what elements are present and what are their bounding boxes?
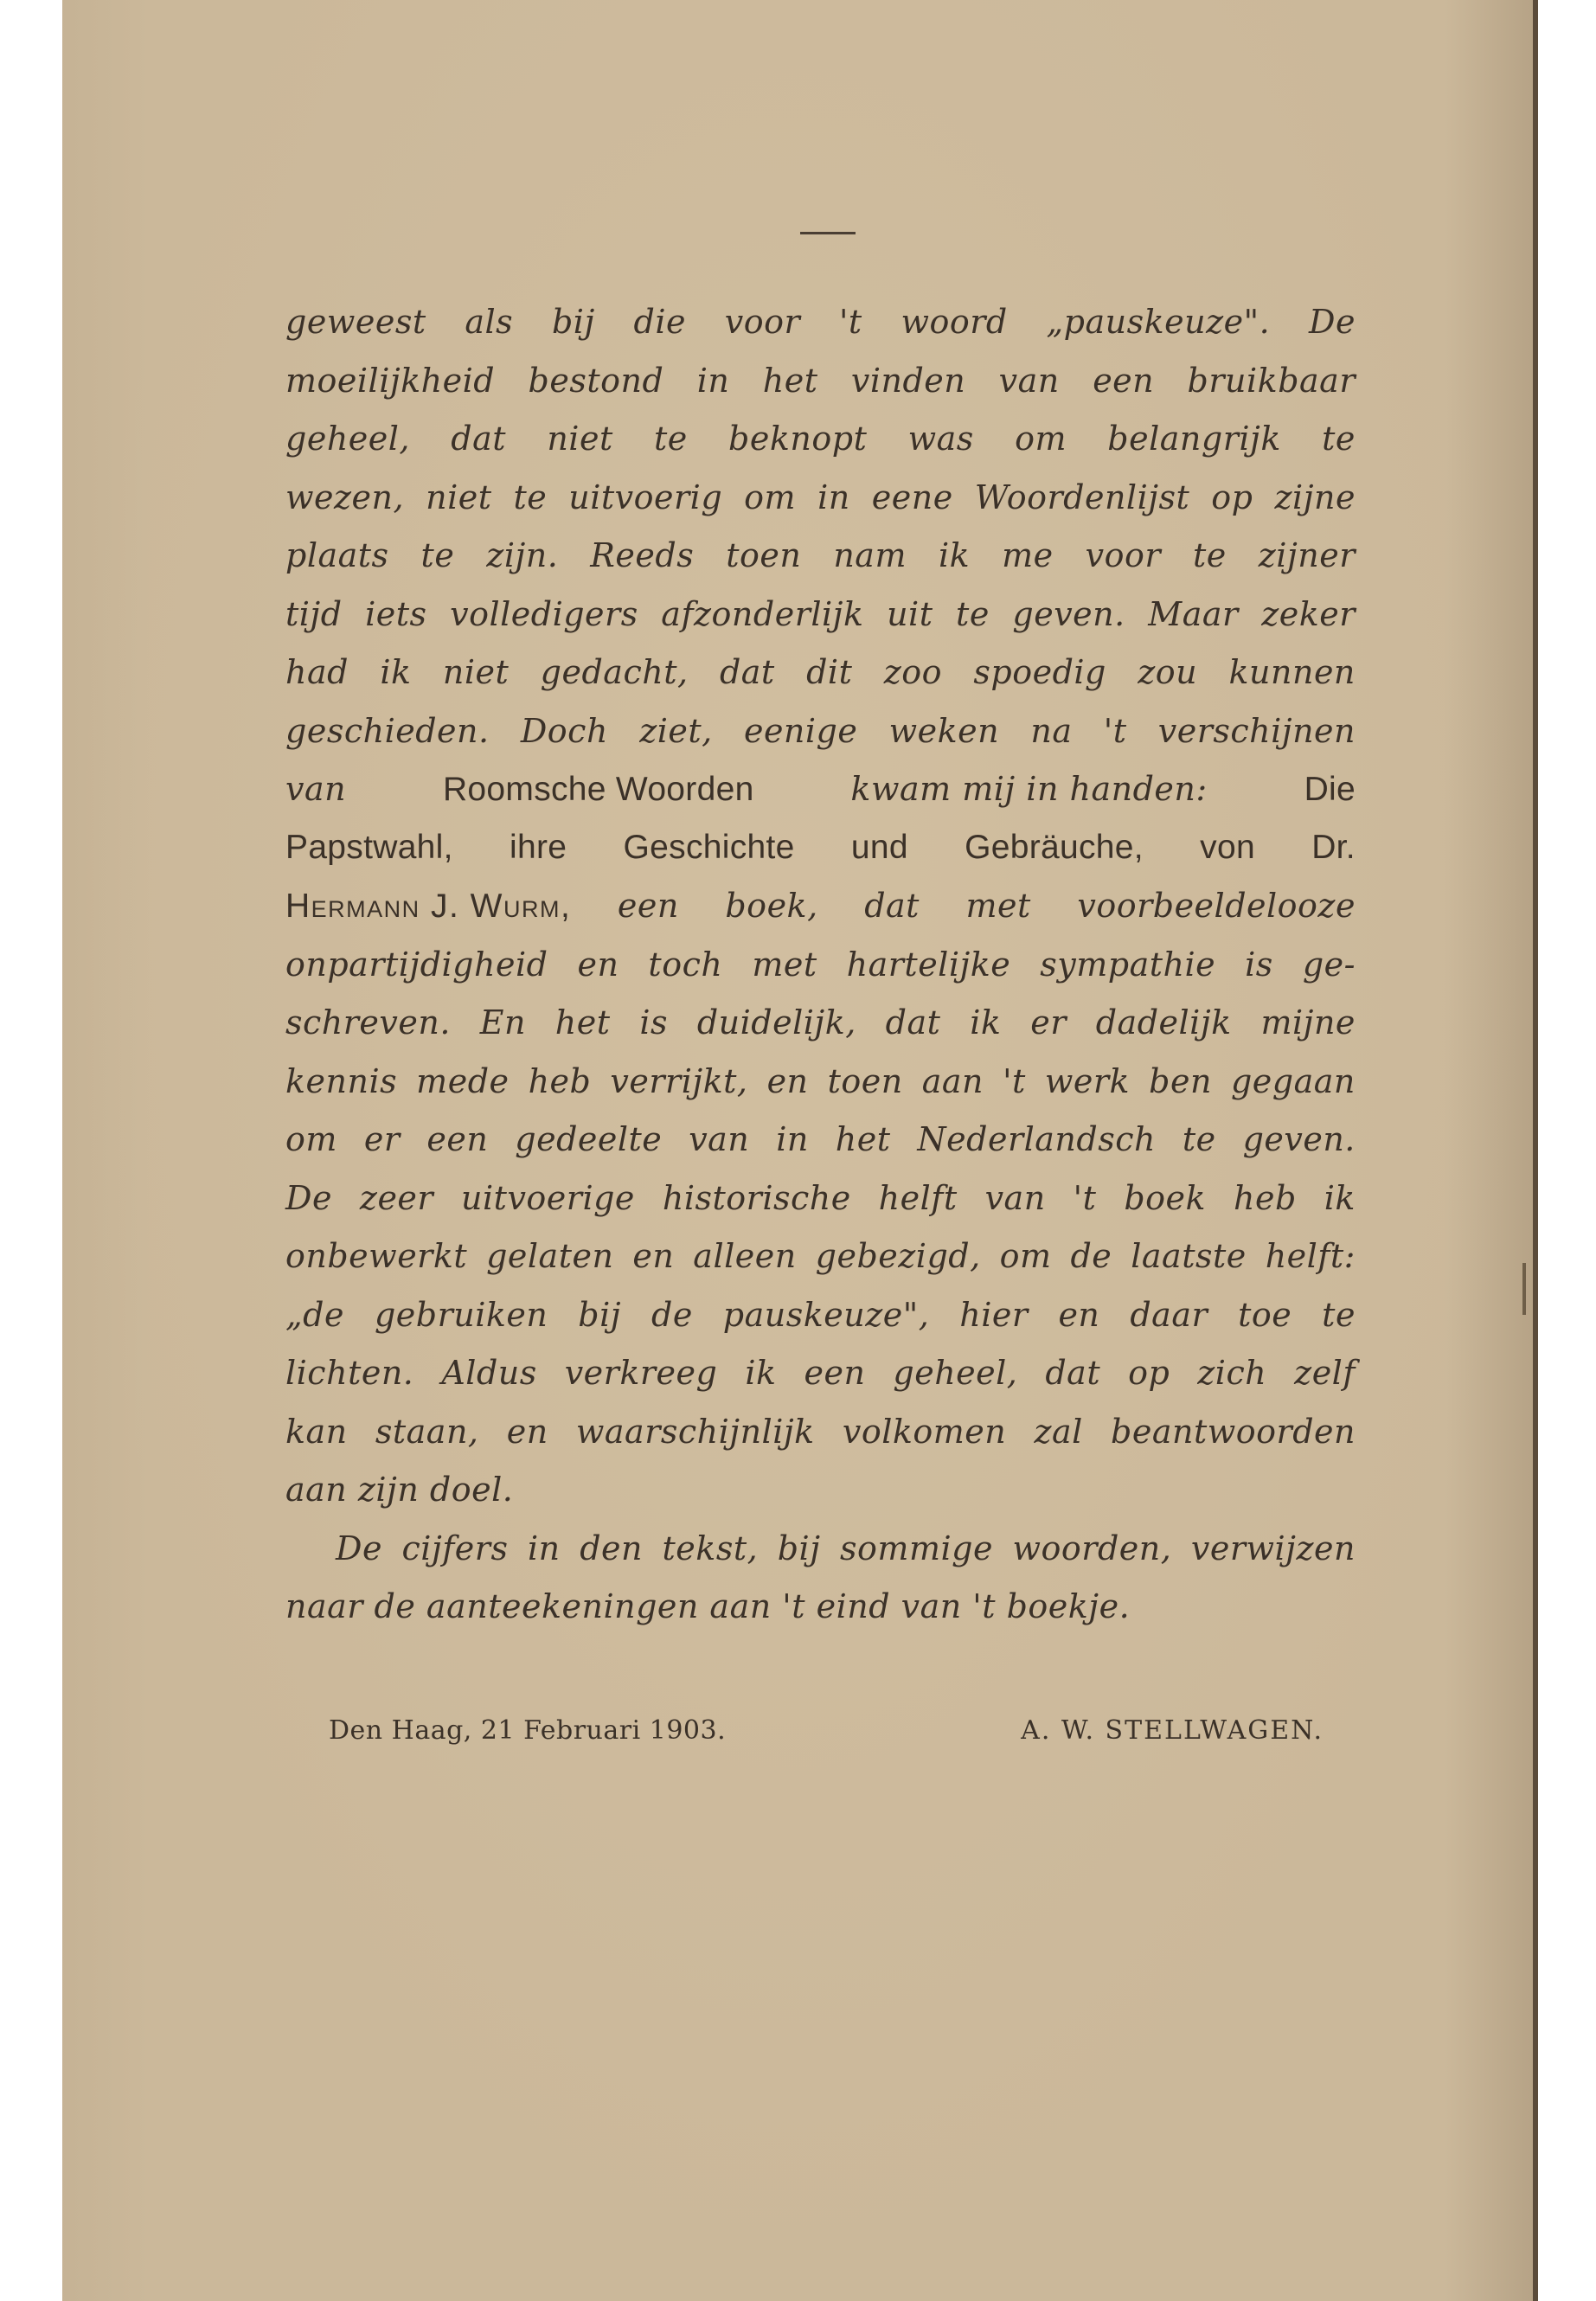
- text-word: eenige: [743, 711, 858, 750]
- text-line: [285, 1529, 1356, 1588]
- text-word: zal: [1034, 1412, 1083, 1451]
- text-word: duidelijk,: [696, 1003, 856, 1042]
- text-word: me: [1002, 536, 1054, 574]
- text-word: was: [907, 420, 974, 458]
- signature-date: Den Haag, 21 Februari 1903.: [329, 1715, 727, 1746]
- text-word: geheel,: [285, 420, 410, 458]
- text-word: afzonderlijk: [661, 594, 864, 633]
- text-word: Aldus: [441, 1354, 537, 1392]
- text-word: het: [554, 1003, 611, 1042]
- text-line: [285, 362, 1356, 420]
- text-word: met: [965, 887, 1031, 925]
- text-word: sommige: [840, 1529, 993, 1567]
- text-word: er: [1030, 1003, 1067, 1042]
- text-word: ziet,: [639, 711, 713, 750]
- text-word: om: [999, 1237, 1052, 1275]
- text-word: cijfers: [401, 1529, 509, 1567]
- text-word: geweest: [285, 303, 426, 341]
- text-word: De: [336, 1529, 382, 1567]
- text-word: toe: [1238, 1295, 1292, 1334]
- book-title-start: Die: [1304, 771, 1356, 808]
- text-word: van: [285, 770, 347, 808]
- text-word: schreven.: [285, 1003, 451, 1042]
- book-title: Roomsche Woorden: [442, 771, 754, 808]
- text-word: om: [744, 478, 797, 516]
- text-word: Nederlandsch: [917, 1120, 1156, 1158]
- text-word: een: [426, 1120, 489, 1158]
- text-word: und: [850, 828, 908, 866]
- text-line: [285, 536, 1356, 595]
- text-line: [285, 1179, 1356, 1238]
- text-word: bruikbaar: [1187, 361, 1356, 400]
- text-word: De: [285, 1178, 332, 1217]
- text-word: gelaten: [486, 1237, 614, 1275]
- text-word: weken: [888, 711, 1000, 750]
- text-word: ge-: [1302, 945, 1356, 984]
- text-word: zijne: [1274, 478, 1356, 516]
- text-word: onpartijdigheid: [285, 945, 548, 984]
- text-word: ik: [970, 1003, 1002, 1042]
- text-word: op: [1128, 1354, 1170, 1392]
- text-word: een: [804, 1354, 866, 1392]
- text-word: en: [1058, 1295, 1100, 1334]
- text-word: zelf: [1294, 1354, 1356, 1392]
- text-word: den: [580, 1529, 643, 1567]
- text-word: kan: [285, 1412, 348, 1451]
- text-line: [285, 478, 1356, 537]
- text-word: bij: [578, 1295, 622, 1334]
- text-word: bij: [777, 1529, 821, 1567]
- text-word: plaats: [285, 536, 389, 574]
- text-word: hier: [959, 1295, 1029, 1334]
- text-word: dat: [451, 420, 507, 458]
- text-line: [285, 420, 1356, 478]
- text-phrase: kwam mij in handen:: [850, 770, 1208, 808]
- text-word: De: [1308, 303, 1356, 341]
- text-word: spoedig: [973, 653, 1106, 691]
- text-word: alleen: [693, 1237, 797, 1275]
- text-phrase: naar de aanteekeningen aan 't eind van 't boekje.: [285, 1587, 1131, 1625]
- text-word: van: [984, 1178, 1046, 1217]
- text-word: tekst,: [662, 1529, 759, 1567]
- text-word: gebruiken: [374, 1295, 548, 1334]
- text-word: beantwoorden: [1111, 1412, 1356, 1451]
- author-name: Hermann J. Wurm,: [285, 888, 572, 925]
- text-word: woorden,: [1012, 1529, 1172, 1567]
- text-word: onbewerkt: [285, 1237, 468, 1275]
- text-word: nam: [833, 536, 907, 574]
- text-word: het: [762, 361, 818, 400]
- text-word: niet: [547, 420, 613, 458]
- text-word: iets: [365, 594, 427, 633]
- text-word: mijne: [1260, 1003, 1356, 1042]
- text-word: op: [1211, 478, 1253, 516]
- text-word: waarschijnlijk: [575, 1412, 815, 1451]
- text-word: om: [1015, 420, 1067, 458]
- text-line: [285, 1587, 1356, 1646]
- text-word: Gebräuche,: [965, 828, 1144, 866]
- text-word: moeilijkheid: [285, 361, 496, 400]
- text-line: [285, 1296, 1356, 1355]
- text-word: te: [654, 420, 688, 458]
- text-word: Dr.: [1311, 828, 1356, 866]
- text-word: En: [479, 1003, 526, 1042]
- text-word: verschijnen: [1157, 711, 1356, 750]
- text-word: uitvoerige: [461, 1178, 635, 1217]
- text-word: tijd: [285, 594, 343, 633]
- signature-author: A. W. STELLWAGEN.: [1021, 1715, 1324, 1746]
- text-word: 't: [1003, 1061, 1026, 1100]
- text-line: [285, 887, 1356, 945]
- text-word: laatste: [1131, 1237, 1247, 1275]
- text-word: Papstwahl,: [285, 828, 453, 866]
- text-word: eene: [871, 478, 953, 516]
- text-word: verkreeg: [564, 1354, 718, 1392]
- text-line: [285, 1471, 1356, 1529]
- text-word: te: [1322, 420, 1356, 458]
- text-word: om: [285, 1120, 337, 1158]
- signature-row: [329, 1715, 1324, 1746]
- text-word: daar: [1130, 1295, 1208, 1334]
- text-word: toen: [726, 536, 802, 574]
- text-word: te: [1182, 1120, 1216, 1158]
- text-word: belangrijk: [1107, 420, 1281, 458]
- text-word: lichten.: [285, 1354, 414, 1392]
- text-word: in: [528, 1529, 561, 1567]
- text-word: werk: [1044, 1061, 1131, 1100]
- text-word: en: [577, 945, 619, 984]
- binding-mark: [1522, 1263, 1526, 1315]
- text-word: historische: [662, 1178, 851, 1217]
- text-word: zeer: [359, 1178, 434, 1217]
- text-word: ik: [1324, 1178, 1356, 1217]
- text-word: niet: [426, 478, 492, 516]
- text-word: voor: [724, 303, 801, 341]
- text-word: zijn.: [486, 536, 559, 574]
- text-word: toch: [648, 945, 723, 984]
- text-word: heb: [528, 1061, 592, 1100]
- text-word: 't: [838, 303, 862, 341]
- text-word: ihre: [510, 828, 567, 866]
- text-word: dit: [806, 653, 853, 691]
- text-word: dat: [1045, 1354, 1101, 1392]
- text-line: [285, 1237, 1356, 1296]
- text-word: voorbeeldelooze: [1077, 887, 1356, 925]
- text-word: van: [689, 1120, 750, 1158]
- text-word: geven.: [1012, 594, 1125, 633]
- text-word: zeker: [1261, 594, 1356, 633]
- text-word: die: [633, 303, 686, 341]
- text-word: toen: [827, 1061, 903, 1100]
- text-word: als: [465, 303, 514, 341]
- text-line: [285, 770, 1356, 829]
- text-word: dadelijk: [1095, 1003, 1232, 1042]
- text-word: helft:: [1265, 1237, 1356, 1275]
- text-word: ik: [745, 1354, 777, 1392]
- text-word: ik: [380, 653, 412, 691]
- text-word: mede: [416, 1061, 510, 1100]
- text-word: „pauskeuze".: [1046, 303, 1271, 341]
- text-word: Woordenlijst: [974, 478, 1190, 516]
- text-word: te: [956, 594, 990, 633]
- text-word: volledigers: [450, 594, 638, 633]
- text-word: bij: [551, 303, 595, 341]
- text-word: uitvoerig: [568, 478, 723, 516]
- text-word: is: [639, 1003, 669, 1042]
- text-word: zoo: [883, 653, 942, 691]
- text-word: er: [363, 1120, 401, 1158]
- text-word: de: [1070, 1237, 1112, 1275]
- text-word: van: [998, 361, 1060, 400]
- text-word: von: [1200, 828, 1255, 866]
- text-word: het: [835, 1120, 891, 1158]
- text-word: te: [513, 478, 548, 516]
- text-line: [285, 595, 1356, 654]
- text-word: geven.: [1242, 1120, 1356, 1158]
- text-word: heb: [1233, 1178, 1297, 1217]
- text-line: [285, 303, 1356, 362]
- text-word: te: [1193, 536, 1227, 574]
- text-word: zijner: [1258, 536, 1356, 574]
- text-word: en: [632, 1237, 675, 1275]
- text-word: vinden: [850, 361, 966, 400]
- text-word: in: [776, 1120, 809, 1158]
- text-word: wezen,: [285, 478, 405, 516]
- text-line: [285, 945, 1356, 1004]
- text-word: woord: [901, 303, 1008, 341]
- text-word: Geschichte: [623, 828, 795, 866]
- body-text: [285, 303, 1356, 1646]
- text-word: had: [285, 653, 349, 691]
- text-word: dat: [719, 653, 775, 691]
- text-word: dat: [864, 887, 920, 925]
- text-word: in: [817, 478, 850, 516]
- text-line: [285, 1062, 1356, 1121]
- text-word: is: [1245, 945, 1273, 984]
- text-line: [285, 1120, 1356, 1179]
- text-word: bestond: [528, 361, 664, 400]
- text-word: kennis: [285, 1061, 398, 1100]
- text-word: de: [651, 1295, 693, 1334]
- text-word: Maar: [1148, 594, 1239, 633]
- text-line: [285, 653, 1356, 712]
- text-word: voor: [1085, 536, 1162, 574]
- text-word: en: [506, 1412, 548, 1451]
- text-line: [285, 1354, 1356, 1413]
- scan-right-margin: [1538, 0, 1596, 2301]
- text-word: gedacht,: [540, 653, 689, 691]
- text-word: gedeelte: [515, 1120, 663, 1158]
- text-word: in: [696, 361, 730, 400]
- text-word: ben: [1149, 1061, 1212, 1100]
- text-word: ik: [938, 536, 971, 574]
- text-word: helft: [878, 1178, 958, 1217]
- text-phrase: aan zijn doel.: [285, 1471, 514, 1509]
- text-word: 't: [1073, 1178, 1097, 1217]
- text-word: een: [617, 887, 679, 925]
- text-word: te: [1322, 1295, 1356, 1334]
- text-word: sympathie: [1040, 945, 1216, 984]
- text-word: aan: [921, 1061, 984, 1100]
- text-line: [285, 1003, 1356, 1062]
- page-separator-dash: [800, 232, 856, 234]
- text-word: Reeds: [590, 536, 695, 574]
- text-word: zich: [1197, 1354, 1267, 1392]
- text-word: een: [1093, 361, 1155, 400]
- text-word: verwijzen: [1190, 1529, 1356, 1567]
- text-word: volkomen: [842, 1412, 1007, 1451]
- text-word: gebezigd,: [815, 1237, 981, 1275]
- text-word: dat: [885, 1003, 941, 1042]
- text-word: Doch: [520, 711, 608, 750]
- text-word: 't: [1103, 711, 1127, 750]
- text-word: met: [752, 945, 817, 984]
- text-word: verrijkt,: [610, 1061, 748, 1100]
- text-word: boek: [1124, 1178, 1207, 1217]
- text-word: uit: [887, 594, 933, 633]
- text-word: te: [420, 536, 455, 574]
- text-line: [285, 829, 1356, 888]
- text-word: zou: [1138, 653, 1198, 691]
- text-word: hartelijke: [846, 945, 1011, 984]
- text-word: en: [766, 1061, 809, 1100]
- text-word: na: [1030, 711, 1073, 750]
- text-line: [285, 712, 1356, 771]
- text-word: geheel,: [893, 1354, 1018, 1392]
- text-word: pauskeuze",: [722, 1295, 930, 1334]
- text-word: niet: [442, 653, 510, 691]
- text-word: kunnen: [1228, 653, 1356, 691]
- text-word: geschieden.: [285, 711, 490, 750]
- text-line: [285, 1413, 1356, 1471]
- text-word: staan,: [375, 1412, 479, 1451]
- text-word: boek,: [725, 887, 818, 925]
- text-word: beknopt: [728, 420, 868, 458]
- text-word: „de: [285, 1295, 344, 1334]
- text-word: gegaan: [1230, 1061, 1356, 1100]
